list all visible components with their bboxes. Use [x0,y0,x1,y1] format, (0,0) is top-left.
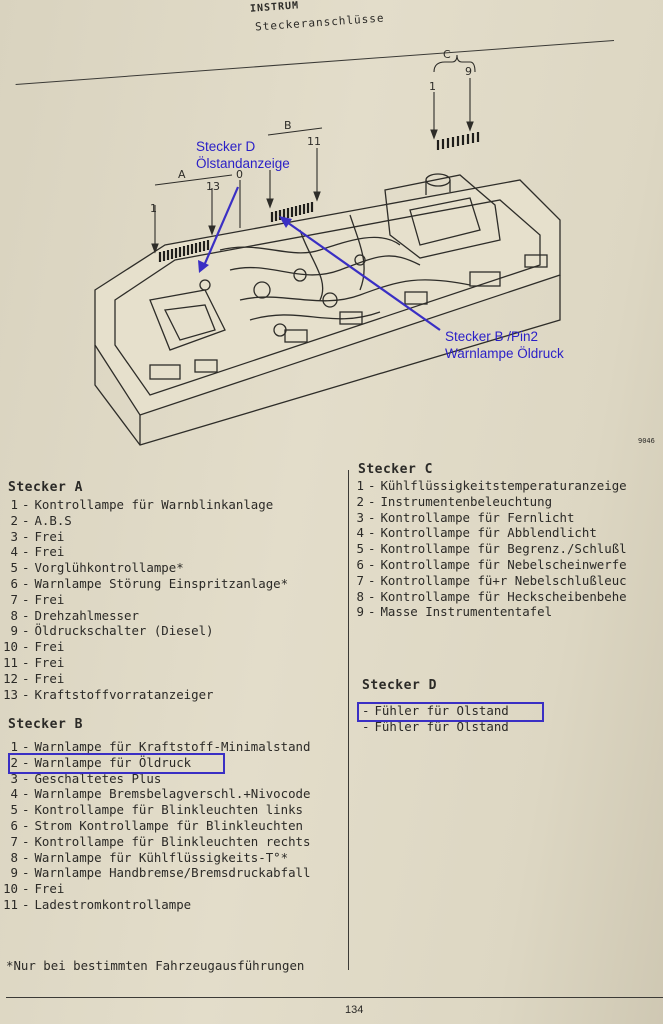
item-text: Kontrollampe für Blinkleuchten links [34,802,304,818]
item-text: Geschaltetes Plus [34,770,162,786]
item-dash: - [368,525,376,541]
stecker-b-item [0,802,310,818]
highlight-box-stecker-b-pin2 [8,753,225,774]
page-number: 134 [345,1004,364,1016]
item-text: Instrumentenbeleuchtung [380,493,553,509]
stecker-c-item [346,557,627,573]
item-dash: - [22,881,30,897]
item-number: 4 [10,786,18,802]
stecker-c-item [346,525,627,541]
stecker-a-item [0,687,288,703]
label-pin-c9: 9 [465,65,472,78]
item-text: Warnlampe für Öldruck [34,754,192,770]
stecker-b-item [0,865,310,881]
item-number: 4 [356,525,364,541]
item-dash: - [22,739,30,754]
item-number: 9 [10,865,18,881]
annotation-stecker-b-line1: Stecker B /Pin2 [445,329,539,344]
item-dash: - [22,544,30,560]
item-number: 6 [356,556,364,572]
label-pin-c1: 1 [429,80,436,93]
item-text: Ladestromkontrollampe [34,896,192,912]
item-number: 10 [3,639,18,655]
stecker-a-item [0,592,288,608]
item-number: 7 [10,833,18,849]
item-number: 8 [10,849,18,865]
label-pin-b11: 11 [307,135,321,148]
stecker-c-item [346,494,627,510]
item-text: Drehzahlmesser [34,607,139,623]
item-text: Warnlampe Störung Einspritzanlage* [34,575,289,591]
stecker-b-item [0,850,310,866]
item-text: Frei [34,591,65,607]
item-number: 11 [3,654,18,670]
stecker-a-item [0,639,288,655]
item-dash: - [22,607,30,623]
stecker-a-title: Stecker A [8,480,83,495]
item-dash: - [22,686,30,702]
item-dash: - [22,591,30,607]
item-number: 7 [356,572,364,588]
stecker-a-item [0,623,288,639]
item-number: 5 [356,541,364,557]
item-text: Warnlampe Bremsbelagverschl.+Nivocode [34,786,311,802]
stecker-a-item [0,576,288,592]
item-number: 1 [10,497,18,512]
stecker-a-item [0,560,288,576]
item-number: 1 [10,739,18,754]
item-dash: - [362,703,370,718]
item-text: Frei [34,544,65,560]
item-text: Strom Kontrollampe für Blinkleuchten [34,817,304,833]
label-connector-a: A [178,168,186,181]
stecker-a-list [0,497,288,702]
highlight-box-stecker-d [357,702,544,722]
item-dash: - [22,786,30,802]
stecker-a-item [0,529,288,545]
item-text: Frei [34,639,65,655]
page-header-title: INSTRUM [249,0,300,15]
stecker-c-title: Stecker C [358,462,433,477]
item-number: 9 [356,604,364,620]
stecker-a-item [0,608,288,624]
item-dash: - [22,575,30,591]
item-dash: - [22,560,30,576]
item-number: 7 [10,591,18,607]
item-text: Warnlampe für Kühlflüssigkeits-T°* [34,849,289,865]
stecker-a-item [0,671,288,687]
item-dash: - [22,849,30,865]
item-number: 9 [10,623,18,639]
stecker-a-item [0,544,288,560]
item-text: Fühler für Olstand [374,718,509,734]
stecker-b-title: Stecker B [8,717,83,732]
item-text: A.B.S [34,512,72,528]
annotation-stecker-b-line2: Warnlampe Öldruck [445,346,564,361]
annotation-stecker-d [196,138,290,172]
item-text: Kraftstoffvorratanzeiger [34,686,214,702]
annotation-stecker-d-line1: Stecker D [196,139,256,154]
item-text: Vorglühkontrollampe* [34,560,184,576]
label-pin-a1: 1 [150,202,157,215]
item-number: 11 [3,896,18,912]
item-text: Kontrollampe für Begrenz./Schlußl [380,541,627,557]
stecker-a-item [0,655,288,671]
stecker-a-item [0,497,288,513]
item-dash: - [22,654,30,670]
stecker-b-item [0,786,310,802]
stecker-c-item [346,541,627,557]
item-dash: - [368,588,376,604]
item-number: 4 [10,544,18,560]
stecker-a-item [0,513,288,529]
stecker-b-item [0,897,310,913]
item-dash: - [368,572,376,588]
instrument-cluster-diagram [0,0,663,460]
stecker-c-item [346,510,627,526]
item-text: Kontrollampe für Warnblinkanlage [34,497,274,512]
item-dash: - [368,509,376,525]
item-number: 10 [3,881,18,897]
item-dash: - [22,497,30,512]
item-text: Frei [34,881,65,897]
item-text: Frei [34,670,65,686]
item-number: 3 [10,528,18,544]
item-dash: - [22,896,30,912]
item-number: 6 [10,575,18,591]
item-text: Kontrollampe für Heckscheibenbehe [380,588,627,604]
item-number: 2 [10,754,18,770]
item-number: 5 [10,802,18,818]
item-number: 3 [356,509,364,525]
annotation-stecker-b [445,328,564,362]
item-dash: - [368,604,376,620]
column-divider [348,470,349,970]
item-number: 13 [3,686,18,702]
item-dash: - [22,865,30,881]
item-text: Fühler für Olstand [374,703,509,718]
item-text: Kontrollampe für Blinkleuchten rechts [34,833,311,849]
figure-number: 9046 [638,437,655,445]
stecker-c-item [346,604,627,620]
item-number: 1 [356,478,364,493]
stecker-c-list [346,478,627,620]
item-text: Öldruckschalter (Diesel) [34,623,214,639]
stecker-c-item [346,573,627,589]
item-dash: - [22,817,30,833]
item-text: Masse Instrumententafel [380,604,553,620]
item-text: Kontrollampe für Abblendlicht [380,525,597,541]
item-dash: - [22,833,30,849]
stecker-c-item [346,589,627,605]
stecker-d-title: Stecker D [362,678,437,693]
item-dash: - [362,718,370,734]
item-number: 2 [356,493,364,509]
label-connector-c: C [443,48,451,61]
item-dash: - [22,528,30,544]
item-dash: - [368,556,376,572]
item-number: 3 [10,770,18,786]
footnote: *Nur bei bestimmten Fahrzeugausführungen [6,958,305,973]
item-text: Warnlampe Handbremse/Bremsdruckabfall [34,865,311,881]
item-text: Kontrollampe für Nebelscheinwerfe [380,556,627,572]
item-dash: - [368,478,376,493]
item-dash: - [368,541,376,557]
label-connector-b: B [284,119,292,132]
item-dash: - [22,802,30,818]
item-dash: - [22,512,30,528]
item-number: 8 [356,588,364,604]
item-text: Frei [34,654,65,670]
item-number: 2 [10,512,18,528]
item-dash: - [368,493,376,509]
annotation-stecker-d-line2: Ölstandanzeige [196,156,290,171]
label-pin-d0: 0 [236,168,243,181]
stecker-b-item [0,834,310,850]
stecker-b-item [0,881,310,897]
stecker-c-item [346,478,627,494]
page-header-subtitle: Steckeranschlüsse [254,11,385,34]
item-number: 12 [3,670,18,686]
item-dash: - [22,639,30,655]
stecker-b-item [0,818,310,834]
item-text: Kontrollampe fü+r Nebelschlußleuc [380,572,627,588]
item-text: Warnlampe für Kraftstoff-Minimalstand [34,739,311,754]
item-text: Kühlflüssigkeitstemperaturanzeige [380,478,627,493]
label-pin-a13: 13 [206,180,220,193]
connector-c-pins [438,132,478,150]
bottom-rule [6,997,663,998]
item-text: Kontrollampe für Fernlicht [380,509,575,525]
item-number: 5 [10,560,18,576]
item-text: Frei [34,528,65,544]
item-dash: - [22,754,30,770]
item-number: 8 [10,607,18,623]
item-dash: - [22,623,30,639]
item-dash: - [22,770,30,786]
item-number: 6 [10,817,18,833]
item-dash: - [22,670,30,686]
